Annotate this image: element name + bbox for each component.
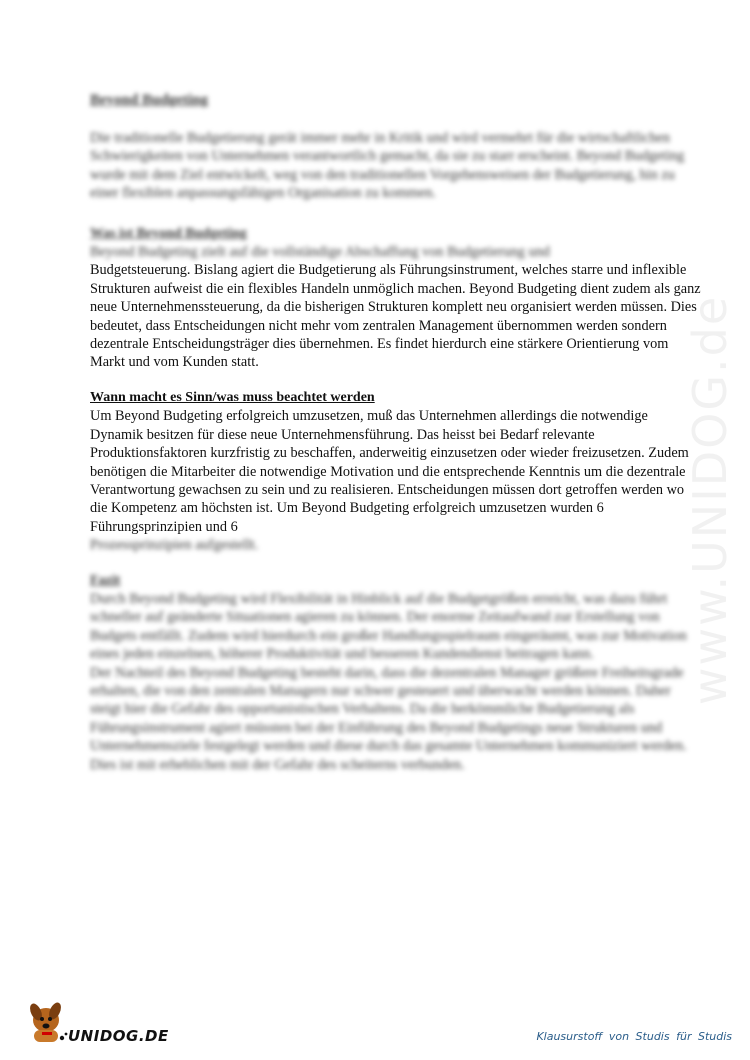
section2-body: Um Beyond Budgeting erfolgreich umzusetzen, muß das Unternehmen allerdings die notwendige Dynamik besitzen für diese neue Unternehmensführung. Das heisst bei Bedarf relevante Produktionsfaktoren kurzfristig zu beschaffen, anderweitig einzusetzen oder wieder freizusetzen. Zudem benötigen die Mitarbeiter die notwendige Motivation und die entsprechende Kenntnis um die dezentrale Verantwortung gewachsen zu sein und zu realisieren. Entscheidungen müssen dort getroffen werden wo die Kompetenz am höchsten ist. Um Beyond Budgeting erfolgreich umzusetzen wurden 6 Führungsprinzipien und 6 (90, 408, 689, 535)
section1-body: Budgetsteuerung. Bislang agiert die Budgetierung als Führungsinstrument, welches starre und inflexible Strukturen aufweist die ein flexibles Handeln unmöglich machen. Beyond Budgeting dient zudem als ganz neue Unternehmenssteuerung, da die bisherigen Strukturen komplett neu organisiert werden müssen. Dies bedeutet, dass Entscheidungen nicht mehr vom zentralen Management übernommen werden sondern dezentrale Entscheidungsträger dies übernehmen. Es findet hierdurch eine stärkere Orientierung vom Markt und vom Kunden statt. (90, 262, 701, 371)
watermark-text: www.UNIDOG.de (683, 294, 737, 706)
unidog-logo[interactable] (22, 992, 169, 1048)
section-wann (90, 389, 702, 555)
logo-text: UNIDOG.DE (68, 1027, 169, 1045)
document-title: Beyond Budgeting (90, 92, 208, 108)
fazit-paragraph-2: Der Nachteil des Beyond Budgeting besteht darin, dass die dezentralen Manager größere Freiheitsgrade erhalten, die von den zentralen Managern nur schwer gesteuert und überwacht werden können. Daher steigt hier die Gefahr des opportunistischen Verhaltens. Da die herkömmliche Budgetierung als Führungsinstrument agiert müssten bei der Einführung des Beyond Budgetings neue Strukturen und Unternehmensziele festgelegt werden und diese durch das gesamte Unternehmen kommuniziert werden. Dies ist mit erheblichen mit der Gefahr des scheiterns verbunden. (90, 664, 687, 773)
intro-paragraph: Die traditionelle Budgetierung gerät immer mehr in Kritik und wird vermehrt für die wirtschaftlichen Schwierigkeiten von Unternehmen verantwortlich gemacht, da sie zu starr erscheint. Beyond Budgeting wurde mit dem Ziel entwickelt, weg von den traditionellen Vorgehensweisen der Budgetierung, hin zu einer flexiblen anpassungsfähigen Organisation zu kommen. (90, 130, 685, 202)
fazit-paragraph-1: Durch Beyond Budgeting wird Flexibilität in Hinblick auf die Budgetgrößen erreicht, was dazu führt schneller auf geänderte Situationen agieren zu können. Der enorme Zeitaufwand zur Erstellung von Budgets entfällt. Zudem wird hierdurch ein großer Handlungsspielraum eingeräumt, was zur Motivation eines jeden einzelnen, höherer Produktivität und besseren Kundendienst beitragen kann. (90, 590, 687, 663)
section-fazit (90, 572, 702, 774)
document-body (90, 92, 702, 791)
footer-tagline: Klausurstoff von Studis für Studis (536, 1030, 732, 1043)
section2-heading: Wann macht es Sinn/was muss beachtet werden (90, 389, 375, 405)
section1-first-line: Beyond Budgeting zielt auf die vollständige Abschaffung von Budgetierung und (90, 244, 550, 261)
section-was-ist (90, 225, 702, 372)
section1-heading: Was ist Beyond Budgeting (90, 225, 247, 241)
section3-heading: Fazit (90, 572, 121, 588)
section2-last-line: Prozessprinzipien aufgestellt. (90, 537, 259, 554)
